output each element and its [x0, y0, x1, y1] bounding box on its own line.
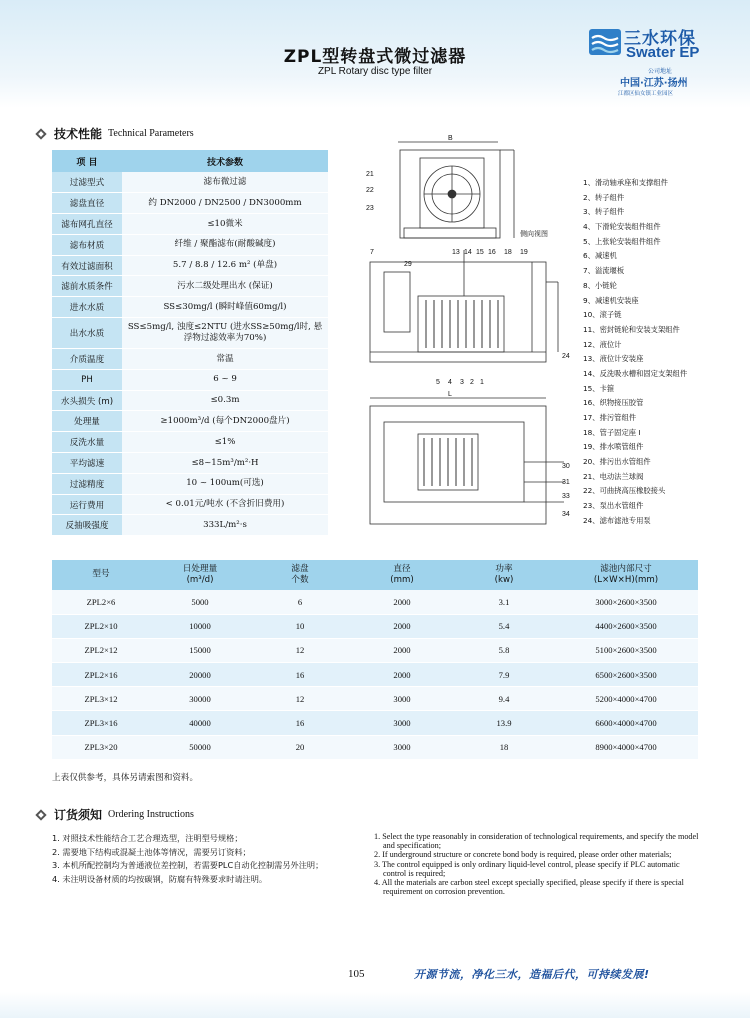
param-key: 反洗水量: [52, 432, 122, 453]
callout: 34: [562, 511, 570, 518]
table-row: [52, 193, 328, 214]
cell-discs: 12: [250, 687, 350, 711]
callout: 15: [476, 249, 484, 256]
param-key: 平均滤速: [52, 453, 122, 474]
col-header-diameter: 直径 (mm): [350, 560, 454, 590]
tech-section-title-en: Technical Parameters: [108, 128, 194, 139]
param-value: < 0.01元/吨水 (不含折旧费用): [122, 494, 328, 515]
list-item: 1. Select the type reasonably in consideration of technological requirements, and specify the model and specification;: [374, 832, 699, 851]
cell-power: 7.9: [454, 663, 554, 687]
table-row: [52, 369, 328, 390]
table-row: [52, 614, 698, 638]
list-item: 2. 需要地下结构或混凝土池体等情况，需要另订资料；: [52, 846, 251, 857]
table-row: [52, 711, 698, 735]
logo-name-zh: 三水环保: [624, 29, 696, 49]
table-row: [52, 411, 328, 432]
cell-discs: 20: [250, 735, 350, 759]
table-row: [52, 214, 328, 235]
cell-model: ZPL2×6: [52, 590, 150, 614]
callout: 4: [448, 379, 452, 386]
company-logo: [588, 22, 738, 100]
list-item: 21、电动法兰球阀: [583, 471, 644, 481]
page-subtitle: ZPL Rotary disc type filter: [317, 66, 433, 77]
callout: 1: [480, 379, 484, 386]
ordering-title-zh: 订货须知: [54, 808, 103, 822]
cell-dimensions: 6500×2600×3500: [554, 663, 698, 687]
cell-diameter: 2000: [350, 663, 454, 687]
list-item: 7、溢流堰板: [583, 266, 625, 276]
list-item: 16、织物接压胶管: [583, 398, 644, 408]
col-header-param: 技术参数: [122, 150, 328, 172]
callout: 16: [488, 249, 496, 256]
callout: 30: [562, 463, 570, 470]
ordering-list-zh: [52, 832, 360, 886]
param-value: ≤0.3m: [122, 390, 328, 411]
callout: 33: [562, 493, 570, 500]
list-item: 4、下滑轮安装组件组件: [583, 222, 661, 232]
param-value: 5.7 / 8.8 / 12.6 m² (单盘): [122, 255, 328, 276]
list-item: 9、减速机安装座: [583, 295, 639, 305]
cell-dimensions: 5200×4000×4700: [554, 687, 698, 711]
list-item: 10、滚子链: [583, 310, 622, 320]
table-row: [52, 318, 328, 349]
cell-model: ZPL2×16: [52, 663, 150, 687]
footer-band: [0, 992, 750, 1018]
table-row: [52, 663, 698, 687]
filter-engineering-drawing: [364, 132, 584, 534]
param-key: 水头损失 (m): [52, 390, 122, 411]
cell-power: 5.8: [454, 638, 554, 662]
cell-power: 13.9: [454, 711, 554, 735]
cell-capacity: 10000: [150, 614, 250, 638]
callout: 24: [562, 353, 570, 360]
param-value: 约 DN2000 / DN2500 / DN3000mm: [122, 193, 328, 214]
list-item: 4. 未注明设备材质的均按碳钢，防腐有特殊要求时请注明。: [52, 873, 268, 884]
list-item: 3. The control equipped is only ordinary liquid-level control, please specify if PLC automatic control is required;: [374, 859, 680, 878]
cell-diameter: 3000: [350, 735, 454, 759]
ordering-section-header: [34, 806, 194, 823]
cell-model: ZPL2×12: [52, 638, 150, 662]
logo-address-label: 公司地址: [648, 68, 673, 75]
param-value: 常温: [122, 349, 328, 370]
list-item: 3. 本机所配控制均为普通液位差控制，若需要PLC自动化控制需另外注明；: [52, 860, 324, 870]
param-value: ≤10微米: [122, 214, 328, 235]
dim-label-b: B: [448, 135, 453, 142]
cell-capacity: 50000: [150, 735, 250, 759]
callout: 18: [504, 249, 512, 256]
col-header-discs: 滤盘 个数: [250, 560, 350, 590]
param-key: 介质温度: [52, 349, 122, 370]
list-item: 11、密封链轮和安装支架组件: [583, 324, 680, 334]
cell-discs: 12: [250, 638, 350, 662]
col-header-item: 项 目: [52, 150, 122, 172]
param-value: 333L/m²·s: [122, 515, 328, 536]
col-header-dimensions: 滤池内部尺寸 (L×W×H)(mm): [554, 560, 698, 590]
footer-slogan: 开源节流，净化三水，造福后代，可持续发展!: [414, 968, 650, 981]
list-item: 19、排水喷管组件: [583, 442, 644, 452]
cell-dimensions: 8900×4000×4700: [554, 735, 698, 759]
param-value: 纤维 / 聚酯滤布(耐酸碱度): [122, 234, 328, 255]
callout: 14: [464, 249, 472, 256]
param-value: ≤1%: [122, 432, 328, 453]
list-item: 13、液位计安装座: [583, 354, 644, 364]
callout: 29: [404, 261, 412, 268]
cell-discs: 16: [250, 663, 350, 687]
cell-capacity: 40000: [150, 711, 250, 735]
table-row: [52, 234, 328, 255]
param-key: 过滤精度: [52, 473, 122, 494]
callout: 19: [520, 249, 528, 256]
table-row: [52, 172, 328, 193]
table-row: [52, 297, 328, 318]
list-item: 2、转子组件: [583, 192, 625, 202]
list-item: 12、液位计: [583, 339, 622, 349]
cell-power: 5.4: [454, 614, 554, 638]
models-table: [52, 560, 698, 760]
cell-diameter: 3000: [350, 687, 454, 711]
list-item: 18、管子固定座 I: [583, 427, 641, 437]
callout: 13: [452, 249, 460, 256]
callout: 31: [562, 479, 570, 486]
list-item: 5、上张轮安装组件组件: [583, 236, 661, 246]
param-key: 滤盘直径: [52, 193, 122, 214]
param-key: 有效过滤面积: [52, 255, 122, 276]
table-note: 上表仅供参考，具体另请索图和资料。: [52, 773, 199, 783]
list-item: 23、泵出水管组件: [583, 501, 644, 511]
tech-section-title-zh: 技术性能: [54, 127, 103, 141]
cell-dimensions: 3000×2600×3500: [554, 590, 698, 614]
list-item: 22、可曲挠高压橡胶接头: [583, 486, 666, 496]
param-value: 6 ~ 9: [122, 369, 328, 390]
cell-dimensions: 4400×2600×3500: [554, 614, 698, 638]
list-item: 14、反洗吸水槽和固定支架组件: [583, 368, 688, 378]
table-row: [52, 515, 328, 536]
param-value: 滤布微过滤: [122, 172, 328, 193]
logo-name-en: Swater EP: [626, 44, 700, 61]
param-key: 运行费用: [52, 494, 122, 515]
page-number: 105: [348, 968, 365, 980]
param-key: 滤布网孔直径: [52, 214, 122, 235]
callout: 3: [460, 379, 464, 386]
cell-capacity: 15000: [150, 638, 250, 662]
param-key: 滤布材质: [52, 234, 122, 255]
section-diamond-icon: [34, 808, 48, 822]
cell-power: 9.4: [454, 687, 554, 711]
col-header-power: 功率 (kw): [454, 560, 554, 590]
param-value: ≥1000m³/d (每个DN2000盘片): [122, 411, 328, 432]
cell-discs: 16: [250, 711, 350, 735]
param-value: 污水二级处理出水 (保证): [122, 276, 328, 297]
side-view-label: 侧向视图: [520, 231, 548, 238]
param-value: 10 ~ 100um(可选): [122, 473, 328, 494]
list-item: 17、排污管组件: [583, 413, 637, 422]
list-item: 4. All the materials are carbon steel except specially specified, please specify if there is special requirement on corrosion prevention.: [374, 878, 684, 897]
list-item: 20、排污出水管组件: [583, 457, 651, 467]
logo-city: 中国·江苏·扬州: [620, 78, 688, 89]
list-item: 1、滑动轴承座和支撑组件: [583, 178, 668, 187]
cell-model: ZPL3×16: [52, 711, 150, 735]
callout: 21: [366, 171, 374, 178]
list-item: 1. 对照技术性能结合工艺合理选型，注明型号规格；: [52, 833, 243, 843]
ordering-title-en: Ordering Instructions: [108, 809, 194, 820]
cell-dimensions: 6600×4000×4700: [554, 711, 698, 735]
callout: 5: [436, 379, 440, 386]
callout: 22: [366, 187, 374, 194]
cell-power: 3.1: [454, 590, 554, 614]
table-row: [52, 276, 328, 297]
cell-capacity: 5000: [150, 590, 250, 614]
cell-discs: 6: [250, 590, 350, 614]
cell-capacity: 30000: [150, 687, 250, 711]
table-row: [52, 390, 328, 411]
list-item: 24、滤布滤池专用泵: [583, 515, 651, 525]
table-row: [52, 494, 328, 515]
param-key: 滤前水质条件: [52, 276, 122, 297]
logo-subaddress: 江都区仙女镇工业园区: [618, 91, 674, 97]
dim-label-l: L: [448, 391, 452, 398]
cell-model: ZPL3×20: [52, 735, 150, 759]
callout: 23: [366, 205, 374, 212]
table-row: [52, 432, 328, 453]
list-item: 2. If underground structure or concrete bond body is required, please order other materials;: [374, 850, 672, 860]
col-header-model: 型号: [52, 560, 150, 590]
cell-diameter: 2000: [350, 590, 454, 614]
tech-params-table: [52, 150, 328, 536]
cell-diameter: 3000: [350, 711, 454, 735]
col-header-capacity: 日处理量 (m³/d): [150, 560, 250, 590]
list-item: 3、转子组件: [583, 207, 625, 217]
page-title: ZPL型转盘式微过滤器: [283, 47, 467, 67]
parts-legend: [583, 176, 733, 529]
callout: 7: [370, 249, 374, 256]
ordering-list-en: [374, 832, 704, 896]
cell-discs: 10: [250, 614, 350, 638]
param-value: SS≤5mg/l, 浊度≤2NTU (进水SS≥50mg/l时, 悬浮物过滤效率为70%): [122, 318, 328, 349]
section-diamond-icon: [34, 127, 48, 141]
cell-power: 18: [454, 735, 554, 759]
table-row: [52, 349, 328, 370]
list-item: 6、减速机: [583, 251, 617, 261]
cell-model: ZPL2×10: [52, 614, 150, 638]
table-row: [52, 590, 698, 614]
cell-diameter: 2000: [350, 614, 454, 638]
list-item: 15、卡箍: [583, 383, 615, 393]
cell-capacity: 20000: [150, 663, 250, 687]
param-key: 过滤型式: [52, 172, 122, 193]
table-row: [52, 735, 698, 759]
tech-section-header: [34, 125, 194, 142]
table-row: [52, 453, 328, 474]
logo-wave-icon: [588, 28, 622, 56]
cell-dimensions: 5100×2600×3500: [554, 638, 698, 662]
table-row: [52, 255, 328, 276]
list-item: 8、小链轮: [583, 280, 617, 290]
param-key: 出水水质: [52, 318, 122, 349]
param-value: SS≤30mg/l (瞬时峰值60mg/l): [122, 297, 328, 318]
param-value: ≤8~15m³/m²·H: [122, 453, 328, 474]
param-key: 处理量: [52, 411, 122, 432]
param-key: 进水水质: [52, 297, 122, 318]
table-row: [52, 687, 698, 711]
cell-diameter: 2000: [350, 638, 454, 662]
param-key: 反抽吸强度: [52, 515, 122, 536]
table-row: [52, 638, 698, 662]
callout: 2: [470, 379, 474, 386]
param-key: PH: [52, 369, 122, 390]
cell-model: ZPL3×12: [52, 687, 150, 711]
table-row: [52, 473, 328, 494]
